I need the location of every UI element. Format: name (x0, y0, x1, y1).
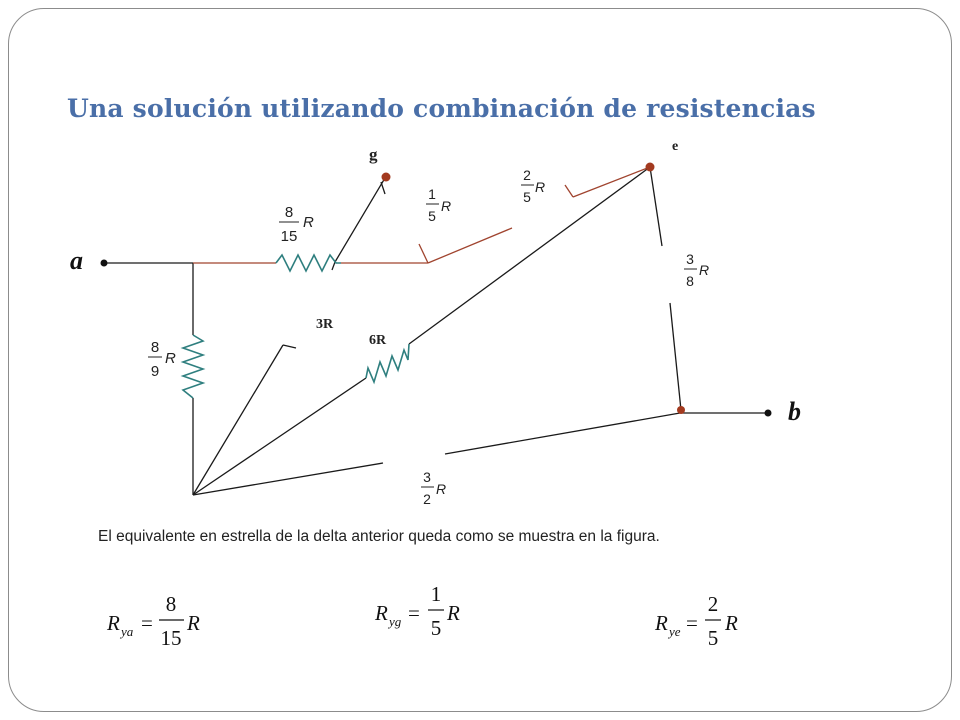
label-8-9-R (148, 339, 176, 380)
label-3-8-num: 3 (686, 251, 694, 267)
label-2-5-num: 2 (523, 167, 531, 183)
label-8-15-den: 15 (280, 228, 298, 245)
equation-rya-var: R (107, 611, 120, 635)
label-3-2-num: 3 (423, 469, 431, 485)
equation-rye-equals: = (686, 611, 698, 635)
slide-title: Una solución utilizando combinación de resistencias (67, 94, 816, 123)
wire-e-branch-tick (565, 185, 573, 197)
equation-rye-den: 5 (707, 626, 719, 650)
equation-ryg-unit: R (447, 601, 460, 625)
wire-g-tick (381, 182, 385, 194)
wire-eb-lower (670, 303, 681, 410)
label-8-15-num: 8 (284, 204, 294, 221)
wire-e-down (650, 167, 662, 246)
terminal-a-dot (101, 260, 108, 267)
equation-ryg-equals: = (408, 601, 420, 625)
wire-e-branch (573, 167, 650, 197)
label-3-8-R (684, 251, 709, 289)
wire-bottom-right (445, 413, 680, 454)
label-3R: 3R (316, 317, 334, 332)
label-8-15-unit: R (303, 214, 314, 231)
label-3-2-unit: R (436, 481, 447, 497)
equation-ryg (374, 582, 460, 640)
equation-ryg-num: 1 (430, 582, 442, 606)
wire-3r-diag (193, 345, 283, 495)
equation-rye (654, 592, 738, 650)
equation-rya-num: 8 (165, 592, 177, 616)
equation-ryg-sub: yg (389, 614, 402, 629)
red-wires (193, 167, 650, 263)
wire-g-branch (428, 228, 512, 263)
equation-rya-unit: R (187, 611, 200, 635)
resistor-a-down (183, 335, 203, 398)
node-b-dot (677, 406, 685, 414)
label-1-5-R (426, 186, 451, 224)
equation-rye-sub: ye (669, 624, 681, 639)
resistors (183, 255, 409, 398)
label-2-5-den: 5 (523, 189, 531, 205)
wire-6r-lower (193, 378, 366, 495)
equation-rya-equals: = (141, 611, 153, 635)
equation-rye-num: 2 (707, 592, 719, 616)
label-8-9-den: 9 (150, 363, 160, 380)
label-8-15-R (279, 204, 314, 245)
equation-rye-unit: R (725, 611, 738, 635)
wire-3r-tick (283, 345, 296, 348)
resistor-ag (276, 255, 341, 271)
label-1-5-den: 5 (428, 208, 436, 224)
equation-rye-var: R (655, 611, 668, 635)
label-2-5-unit: R (535, 179, 546, 195)
label-3-8-unit: R (699, 262, 710, 278)
label-3-2-den: 2 (423, 491, 431, 507)
equation-rya (106, 592, 200, 650)
node-label-e: e (672, 139, 679, 154)
label-3-8-den: 8 (686, 273, 694, 289)
wire-g-diag (335, 178, 385, 262)
node-g-dot (382, 173, 391, 182)
wire-bottom-left (193, 463, 383, 495)
node-label-g: g (369, 145, 378, 164)
equation-ryg-den: 5 (430, 616, 442, 640)
label-1-5-num: 1 (428, 186, 436, 202)
caption-text: El equivalente en estrella de la delta anterior queda como se muestra en la figura. (98, 528, 660, 545)
label-2-5-R (521, 167, 545, 205)
wire-g-diag-lower (332, 262, 335, 270)
equation-rya-sub: ya (121, 624, 134, 639)
node-label-b: b (788, 397, 801, 426)
equation-ryg-var: R (375, 601, 388, 625)
equation-rya-den: 15 (160, 626, 182, 650)
resistor-6r (366, 344, 409, 382)
wire-g-branch-tick (419, 244, 428, 263)
black-wires (104, 167, 768, 495)
node-label-a: a (70, 246, 83, 275)
label-8-9-unit: R (165, 350, 176, 367)
nodes (101, 163, 772, 417)
label-1-5-unit: R (441, 198, 452, 214)
label-3-2-R (421, 469, 446, 507)
label-8-9-num: 8 (150, 339, 160, 356)
node-e-dot (646, 163, 655, 172)
label-6R: 6R (369, 333, 387, 348)
terminal-b-dot (765, 410, 772, 417)
